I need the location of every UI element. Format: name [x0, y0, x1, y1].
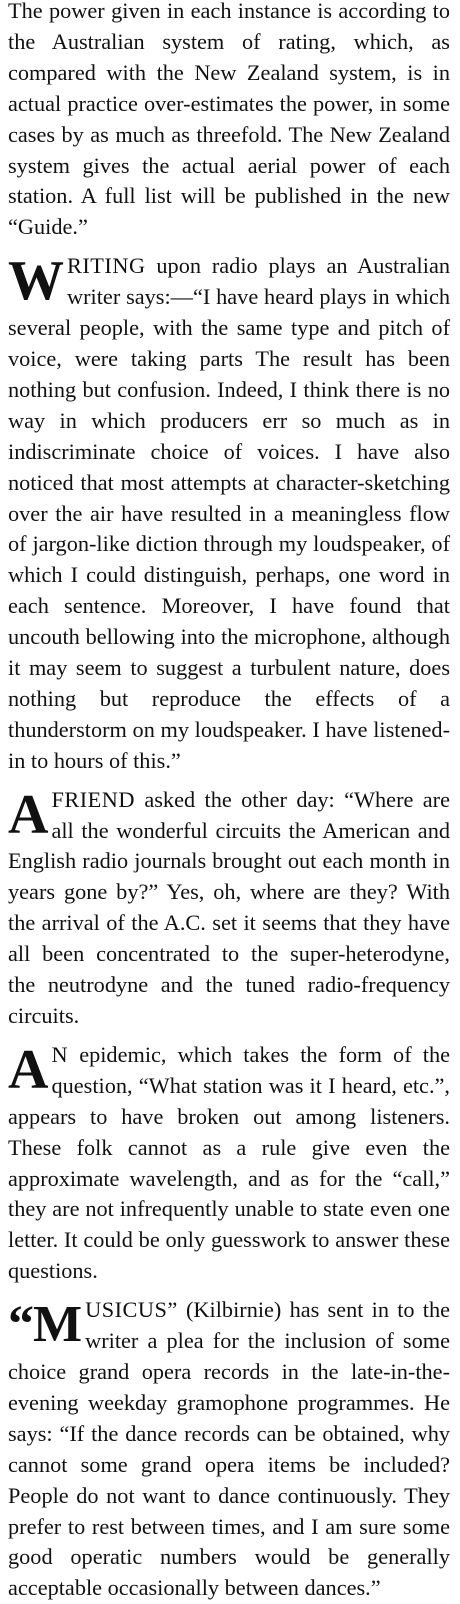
paragraph-musicus [8, 1295, 450, 1604]
paragraph-radio-plays [8, 251, 450, 776]
drop-cap: A [8, 783, 48, 846]
paragraph-station-rating [8, 0, 450, 243]
lead-in-word: N [51, 1041, 69, 1067]
drop-cap: “M [8, 1296, 82, 1354]
paragraph-text: epidemic, which takes the form of the question, “What station was it I heard, etc.”, appears to have broken out among listeners. These folk cannot as a rule give even the approximate wavelength, and as for the “call,” they are not infrequently unable to state even one letter. It could be only guesswork to answer these questions. [8, 1041, 450, 1284]
paragraph-circuits [8, 785, 450, 1032]
lead-in-word: USICUS” [85, 1297, 178, 1323]
paragraph-epidemic [8, 1040, 450, 1287]
paragraph-text: The power given in each instance is according to the Australian system of rating, which, as compared with the New Zealand system, is in actual practice over-estimates the power, in some cases by as much as threefold. The New Zealand system gives the actual aerial power of each station. A full list will be published in the new “Guide.” [8, 0, 450, 240]
paragraph-text: upon radio plays an Australian writer says:—“I have heard plays in which several people, with the same type and pitch of voice, were taking parts The result has been nothing but confusion. Indeed, I think there is no way in which producers err so much as in indiscriminate choice of voices. I have also noticed that most attempts at character-sketching over the air have resulted in a meaningless flow of jargon-like diction through my loudspeaker, of which I could distinguish, perhaps, one word in each sentence. Moreover, I have found that uncouth bellowing into the microphone, although it may seem to suggest a turbulent nature, does nothing but reproduce the effects of a thunderstorm on my loudspeaker. I have listened-in to hours of this.” [8, 253, 450, 773]
drop-cap: W [8, 250, 63, 313]
paragraph-text: asked the other day: “Where are all the wonderful circuits the American and English radio journals brought out each month in years gone by?” Yes, oh, where are they? With the arrival of the A.C. set it seems that they have all been concentrated to the super-heterodyne, the neutrodyne and the tuned radio-frequency circuits. [8, 786, 450, 1028]
paragraph-text: (Kilbirnie) has sent in to the writer a plea for the inclusion of some choice grand opera records in the late-in-the-evening weekday gramophone programmes. He says: “If the dance records can be obtained, why cannot some grand opera items be included? People do not want to dance continuously. They prefer to rest between times, and I am sure some good operatic numbers would be generally acceptable occasionally between dances.” [8, 1297, 450, 1601]
lead-in-word: RITING [67, 253, 146, 279]
lead-in-word: FRIEND [51, 786, 135, 812]
drop-cap: A [8, 1038, 48, 1101]
